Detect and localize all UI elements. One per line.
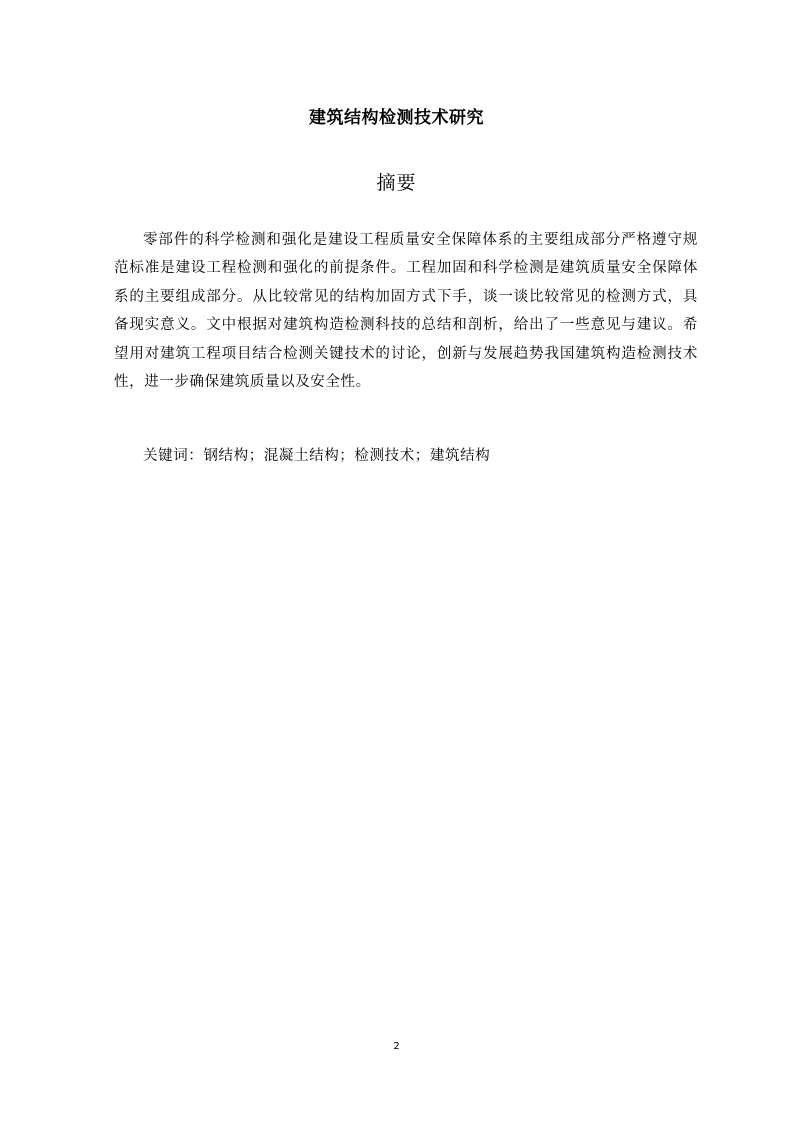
abstract-heading: 摘要 bbox=[376, 172, 417, 194]
keywords-line: 关键词：钢结构；混凝土结构；检测技术；建筑结构 bbox=[143, 448, 491, 464]
document-title: 建筑结构检测技术研究 bbox=[309, 108, 484, 128]
page-number: 2 bbox=[393, 1041, 400, 1052]
abstract-paragraph: 零部件的科学检测和强化是建设工程质量安全保障体系的主要组成部分严格遵守规范标准是建设工程检测和强化的前提条件。工程加固和科学检测是建筑质量安全保障体系的主要组成部分。从比较常见的结构加固方式下手，谈一谈比较常见的检测方式，具备现实意义。文中根据对建筑构造检测科技的总结和剖析，给出了一些意见与建议。希望用对建筑工程项目结合检测关键技术的讨论，创新与发展趋势我国建筑构造检测技术性，进一步确保建筑质量以及安全性。 bbox=[114, 232, 698, 391]
